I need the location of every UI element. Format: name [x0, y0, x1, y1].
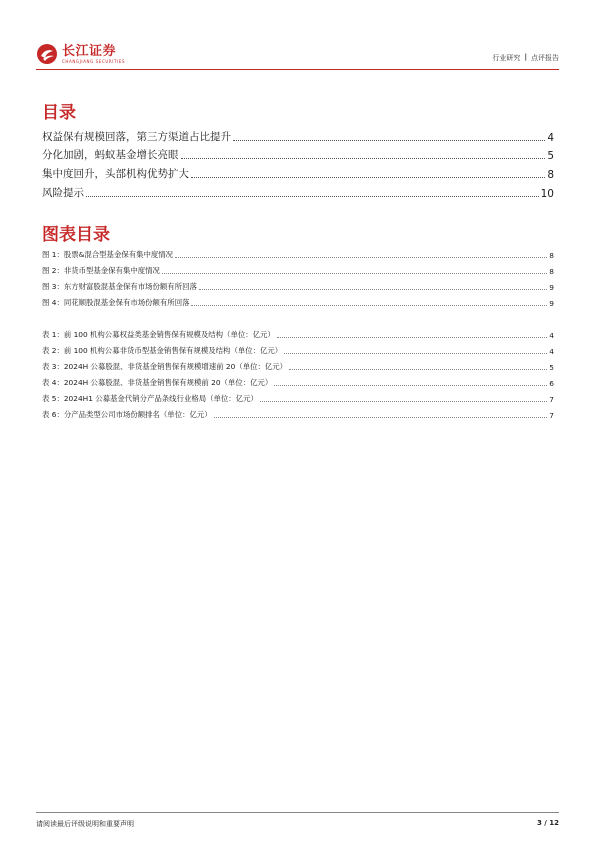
- toc-leader: [277, 337, 547, 338]
- figure-toc-title: 图表目录: [42, 225, 110, 245]
- page-header: [36, 40, 559, 70]
- toc-item-label: 风险提示: [42, 186, 84, 199]
- company-logo: [36, 42, 125, 66]
- logo-en-text: CHANGJIANG SECURITIES: [62, 58, 126, 64]
- table-item-label: 表 1：前 100 机构公募权益类基金销售保有规模及结构（单位：亿元）: [42, 330, 275, 339]
- report-type-label: 点评报告: [531, 54, 559, 62]
- figure-item-label: 图 1：股票&混合型基金保有集中度情况: [42, 250, 174, 259]
- figure-item[interactable]: [42, 292, 554, 308]
- table-item[interactable]: [42, 404, 554, 420]
- table-item[interactable]: [42, 388, 554, 404]
- toc-leader: [274, 385, 547, 386]
- table-item-page: 4: [549, 347, 554, 356]
- toc-item-label: 分化加剧，蚂蚁基金增长亮眼: [42, 149, 179, 162]
- toc-leader: [191, 305, 547, 306]
- table-item-label: 表 2：前 100 机构公募非货币型基金销售保有规模及结构（单位：亿元）: [42, 346, 283, 355]
- figure-item-label: 图 3：东方财富股混基金保有市场份额有所回落: [42, 282, 197, 291]
- table-item[interactable]: [42, 372, 554, 388]
- toc-item[interactable]: [42, 125, 554, 144]
- toc-item-label: 集中度回升，头部机构优势扩大: [42, 168, 189, 181]
- table-item-page: 6: [549, 379, 554, 388]
- toc-leader: [191, 177, 545, 178]
- figure-item-label: 图 2：非货币型基金保有集中度情况: [42, 266, 160, 275]
- figure-item[interactable]: [42, 260, 554, 276]
- table-item-page: 4: [549, 331, 554, 340]
- table-item[interactable]: [42, 324, 554, 340]
- table-item-page: 7: [549, 411, 554, 420]
- figure-item-label: 图 4：同花顺股混基金保有市场份额有所回落: [42, 298, 190, 307]
- page-footer: [36, 812, 559, 829]
- toc-item-label: 权益保有规模回落，第三方渠道占比提升: [42, 130, 231, 143]
- toc-leader: [162, 273, 547, 274]
- toc-item-page: 8: [547, 169, 554, 182]
- category-separator: |: [524, 53, 527, 61]
- figure-item-page: 9: [549, 299, 554, 308]
- category-label: 行业研究: [492, 54, 521, 62]
- toc-item-page: 4: [547, 131, 554, 144]
- toc-leader: [86, 196, 539, 197]
- figure-item-page: 8: [549, 267, 554, 276]
- logo-cn-text: 长江证券: [62, 43, 117, 59]
- toc-leader: [289, 369, 547, 370]
- table-item-label: 表 3：2024H 公募股混、非货基金销售保有规模增速前 20（单位：亿元）: [42, 362, 288, 371]
- toc-list: [42, 125, 554, 200]
- toc-title: 目录: [42, 103, 76, 123]
- toc-item-page: 10: [540, 187, 554, 200]
- table-item[interactable]: [42, 356, 554, 372]
- figure-item[interactable]: [42, 276, 554, 292]
- toc-item[interactable]: [42, 162, 554, 181]
- table-item-label: 表 4：2024H 公募股混、非货基金销售保有规模前 20（单位：亿元）: [42, 378, 273, 387]
- page-number: 3 / 12: [536, 819, 559, 827]
- toc-leader: [181, 158, 546, 159]
- table-list: [42, 324, 554, 420]
- toc-leader: [284, 353, 547, 354]
- toc-leader: [175, 257, 547, 258]
- toc-item-page: 5: [547, 150, 554, 163]
- toc-item[interactable]: [42, 181, 554, 200]
- toc-leader: [260, 401, 547, 402]
- table-item-label: 表 5：2024H1 公募基金代销分产品条线行业格局（单位：亿元）: [42, 394, 258, 403]
- table-item-page: 7: [549, 395, 554, 404]
- figure-item-page: 8: [549, 251, 554, 260]
- toc-leader: [214, 417, 548, 418]
- toc-item[interactable]: [42, 144, 554, 163]
- figure-list: [42, 244, 554, 308]
- figure-item[interactable]: [42, 244, 554, 260]
- table-item-label: 表 6：分产品类型公司市场份额排名（单位：亿元）: [42, 410, 212, 419]
- toc-leader: [233, 140, 545, 141]
- company-logo-icon: [36, 43, 58, 65]
- figure-item-page: 9: [549, 283, 554, 292]
- report-category: [492, 53, 559, 63]
- table-item-page: 5: [549, 363, 554, 372]
- toc-leader: [199, 289, 547, 290]
- disclaimer-note: 请阅读最后评级说明和重要声明: [36, 820, 134, 828]
- table-item[interactable]: [42, 340, 554, 356]
